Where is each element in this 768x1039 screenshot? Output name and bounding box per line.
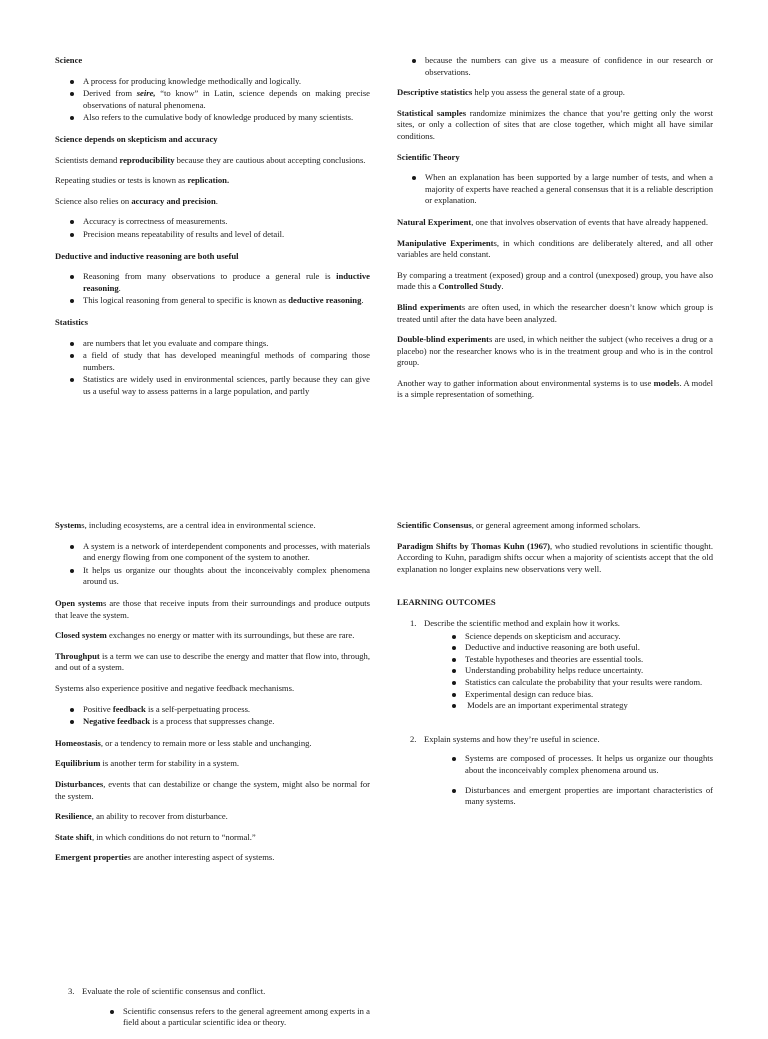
science-list (55, 76, 370, 124)
outcome-text: Describe the scientific method and explain how it works. (424, 617, 620, 628)
list-item: Testable hypotheses and theories are essential tools. (465, 654, 713, 666)
learning-outcome-2 (397, 734, 713, 808)
list-item: Science depends on skepticism and accuracy. (465, 631, 713, 643)
list-item: A process for producing knowledge methodically and logically. (83, 76, 370, 88)
blind-experiment-paragraph: Blind experiments are often used, in which the researcher doesn’t know which group is treated until after the data have been analyzed. (397, 301, 713, 324)
list-item: Reasoning from many observations to produce a general rule is inductive reasoning. (83, 271, 370, 293)
double-blind-paragraph: Double-blind experiments are used, in which neither the subject (who receives a drug or a placebo) nor the researcher knows who is in the treatment group and who is in the control group. (397, 334, 713, 368)
list-item: This logical reasoning from general to specific is known as deductive reasoning. (83, 295, 370, 307)
statistics-list (55, 338, 370, 398)
replication-paragraph: Repeating studies or tests is known as replication. (55, 175, 230, 186)
outcome-text: Explain systems and how they’re useful in science. (424, 733, 600, 744)
list-item: Disturbances and emergent properties are important characteristics of many systems. (465, 784, 713, 807)
list-item: Statistics can calculate the probability that your results were random. (465, 677, 713, 689)
list-item: Derived from seire, “to know” in Latin, science depends on making precise observations of natural phenomena. (83, 88, 370, 110)
outcome-number: 2. (410, 733, 417, 744)
continued-list (397, 55, 713, 78)
list-item: Systems are composed of processes. It helps us organize our thoughts about the inconceivably complex phenomena around us. (465, 753, 713, 775)
list-item: Precision means repeatability of results and level of detail. (83, 229, 370, 241)
list-item: A system is a network of interdependent components and processes, with materials and energy flowing from one component of the system to another. (83, 540, 370, 563)
systems-paragraph: Systems, including ecosystems, are a central idea in environmental science. (55, 520, 316, 530)
list-item: It helps us organize our thoughts about the inconceivably complex phenomena around us. (83, 564, 370, 587)
emergent-properties-paragraph: Emergent properties are another interesting aspect of systems. (55, 852, 275, 863)
list-item: are numbers that let you evaluate and compare things. (83, 338, 370, 350)
controlled-study-paragraph: By comparing a treatment (exposed) group and a control (unexposed) group, you have also made this a Controlled Study. (397, 269, 713, 292)
learning-outcome-1 (397, 618, 713, 712)
open-system-paragraph: Open systems are those that receive inputs from their surroundings and produce outputs that leave the system. (55, 597, 370, 620)
closed-system-paragraph: Closed system exchanges no energy or matter with its surroundings, but these are rare. (55, 630, 355, 641)
learning-outcomes-heading: LEARNING OUTCOMES (397, 597, 496, 608)
natural-experiment-paragraph: Natural Experiment, one that involves observation of events that have already happened. (397, 216, 708, 227)
consensus-paragraph: Scientific Consensus, or general agreement among informed scholars. (397, 520, 641, 530)
disturbances-paragraph: Disturbances, events that can destabilize or change the system, might also be normal for the system. (55, 778, 370, 801)
page1-left-column (55, 55, 370, 407)
outcome-text: Evaluate the role of scientific consensus and conflict. (82, 986, 266, 996)
outcome-3-list (82, 1006, 370, 1029)
statistics-heading: Statistics (55, 316, 88, 327)
outcome-number: 3. (68, 986, 75, 996)
reproducibility-paragraph: Scientists demand reproducibility because they are cautious about accepting conclusions. (55, 154, 366, 165)
statistical-samples-paragraph: Statistical samples randomize minimizes the chance that you’re getting only the worst sites, or only a collection of sites that are close together, which might all have similar conditions. (397, 107, 713, 141)
list-item: Understanding probability helps reduce uncertainty. (465, 665, 713, 677)
homeostasis-paragraph: Homeostasis, or a tendency to remain more or less stable and unchanging. (55, 737, 312, 748)
outcome-2-list (424, 753, 713, 807)
list-item: Experimental design can reduce bias. (465, 689, 713, 701)
list-item: When an explanation has been supported by a large number of tests, and when a majority of experts have reached a general consensus that it is a reliable description or explanation. (425, 172, 713, 206)
model-paragraph: Another way to gather information about environmental systems is to use models. A model is a simple representation of something. (397, 377, 713, 400)
page1-right-column (397, 55, 713, 410)
page2-left-column (55, 520, 370, 873)
throughput-paragraph: Throughput is a term we can use to describe the energy and matter that flow into, through, and out of a system. (55, 650, 370, 673)
feedback-paragraph: Systems also experience positive and negative feedback mechanisms. (55, 682, 295, 693)
list-item: Statistics are widely used in environmental sciences, partly because they can give us a useful way to assess patterns in a large population, and partly (83, 374, 370, 396)
page3-left-column (55, 986, 370, 1039)
state-shift-paragraph: State shift, in which conditions do not return to “normal.” (55, 831, 256, 842)
accuracy-list (55, 216, 370, 240)
resilience-paragraph: Resilience, an ability to recover from disturbance. (55, 811, 228, 822)
list-item: a field of study that has developed meaningful methods of comparing those numbers. (83, 350, 370, 372)
list-item: Accuracy is correctness of measurements. (83, 216, 370, 228)
list-item: Deductive and inductive reasoning are both useful. (465, 642, 713, 654)
accuracy-paragraph: Science also relies on accuracy and precision. (55, 195, 218, 206)
learning-outcome-3 (55, 986, 370, 1029)
reasoning-list (55, 271, 370, 307)
theory-list (397, 172, 713, 207)
list-item: Negative feedback is a process that suppresses change. (83, 716, 370, 728)
list-item: Models are an important experimental strategy (465, 700, 713, 712)
equilibrium-paragraph: Equilibrium is another term for stability in a system. (55, 758, 240, 769)
list-item-continued: because the numbers can give us a measure of confidence in our research or observations. (425, 55, 713, 77)
page2-right-column (397, 520, 713, 818)
scientific-theory-heading: Scientific Theory (397, 151, 460, 162)
reasoning-heading: Deductive and inductive reasoning are both useful (55, 250, 239, 261)
paradigm-shift-paragraph: Paradigm Shifts by Thomas Kuhn (1967), who studied revolutions in scientific thought. According to Kuhn, paradigm shifts occur when a majority of scientists accept that the old explanation no longer explains new observations very well. (397, 540, 714, 574)
outcome-number: 1. (410, 617, 417, 628)
feedback-list (55, 704, 370, 728)
list-item: Positive feedback is a self-perpetuating process. (83, 704, 370, 716)
systems-list (55, 541, 370, 588)
skepticism-heading: Science depends on skepticism and accuracy (55, 133, 218, 144)
list-item: Scientific consensus refers to the general agreement among experts in a field about a particular scientific idea or theory. (123, 1005, 370, 1028)
outcome-1-list (424, 631, 713, 712)
list-item: Also refers to the cumulative body of knowledge produced by many scientists. (83, 112, 370, 124)
science-heading: Science (55, 55, 83, 65)
descriptive-statistics-paragraph: Descriptive statistics help you assess the general state of a group. (397, 87, 625, 98)
manipulative-experiment-paragraph: Manipulative Experiments, in which conditions are deliberately altered, and all other variables are held constant. (397, 237, 713, 260)
